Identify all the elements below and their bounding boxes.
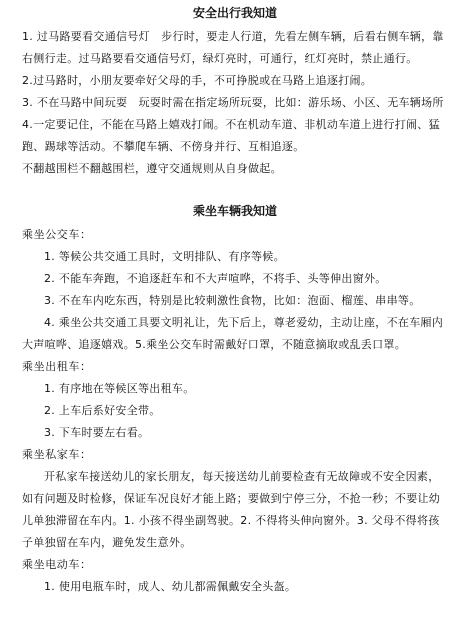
safe-travel-item-4: 4.一定要记住，不能在马路上嬉戏打闹。不在机动车道、非机动车道上进行打闹、猛跑、踢球等活动。不攀爬车辆、不傍身并行、互相追逐。 [22,118,440,153]
bus-item-3: 3. 不在车内吃东西，特别是比较刺激性食物，比如：泡面、榴莲、串串等。 [44,294,421,307]
taxi-section [22,356,448,444]
bus-heading: 乘坐公交车： [22,228,92,241]
ebike-section [22,554,448,598]
ebike-item-1: 1. 使用电瓶车时，成人、幼儿都需佩戴安全头盔。 [44,580,297,593]
section-title-safe-travel: 安全出行我知道 [192,6,277,20]
private-car-text: 开私家车接送幼儿的家长朋友，每天接送幼儿前要检查有无故障或不安全因素，如有问题及时检修，保证车况良好才能上路；要做到宁停三分，不抢一秒；不要让幼儿单独滞留在车内。1. 小孩不得坐副驾驶。2. 不得将头伸向窗外。3. 父母不得将孩子单独留在车内，避免发生意外。 [22,470,441,549]
safe-travel-item-2: 2.过马路时，小朋友要牵好父母的手，不可挣脱或在马路上追逐打闹。 [22,74,373,87]
private-car-section [22,444,448,554]
safe-travel-item-5: 不翻越围栏不翻越围栏，遵守交通规则从自身做起。 [22,162,282,175]
safe-travel-list [22,26,448,180]
bus-item-1: 1. 等候公共交通工具时，文明排队、有序等候。 [44,250,285,263]
private-car-heading: 乘坐私家车： [22,448,92,461]
taxi-item-2: 2. 上车后系好安全带。 [44,404,161,417]
taxi-item-1: 1. 有序地在等候区等出租车。 [44,382,195,395]
bus-item-4: 4. 乘坐公共交通工具要文明礼让，先下后上，尊老爱幼，主动让座，不在车厢内大声喧哗、追逐嬉戏。5.乘坐公交车时需戴好口罩，不随意摘取或乱丢口罩。 [22,316,444,351]
ebike-heading: 乘坐电动车： [22,558,92,571]
taxi-item-3: 3. 下车时要左右看。 [44,426,150,439]
taxi-heading: 乘坐出租车： [22,360,92,373]
safe-travel-item-1: 1. 过马路要看交通信号灯 步行时，要走人行道，先看左侧车辆，后看右侧车辆，靠右侧行走。过马路要看交通信号灯，绿灯亮时，可通行，红灯亮时，禁止通行。 [22,30,444,65]
bus-section [22,224,448,356]
bus-item-2: 2. 不能车奔跑，不追逐赶车和不大声喧哗，不将手、头等伸出窗外。 [44,272,387,285]
section-title-riding-vehicles: 乘坐车辆我知道 [192,204,277,218]
safe-travel-item-3: 3. 不在马路中间玩耍 玩耍时需在指定场所玩耍，比如：游乐场、小区、无车辆场所 [22,96,444,109]
